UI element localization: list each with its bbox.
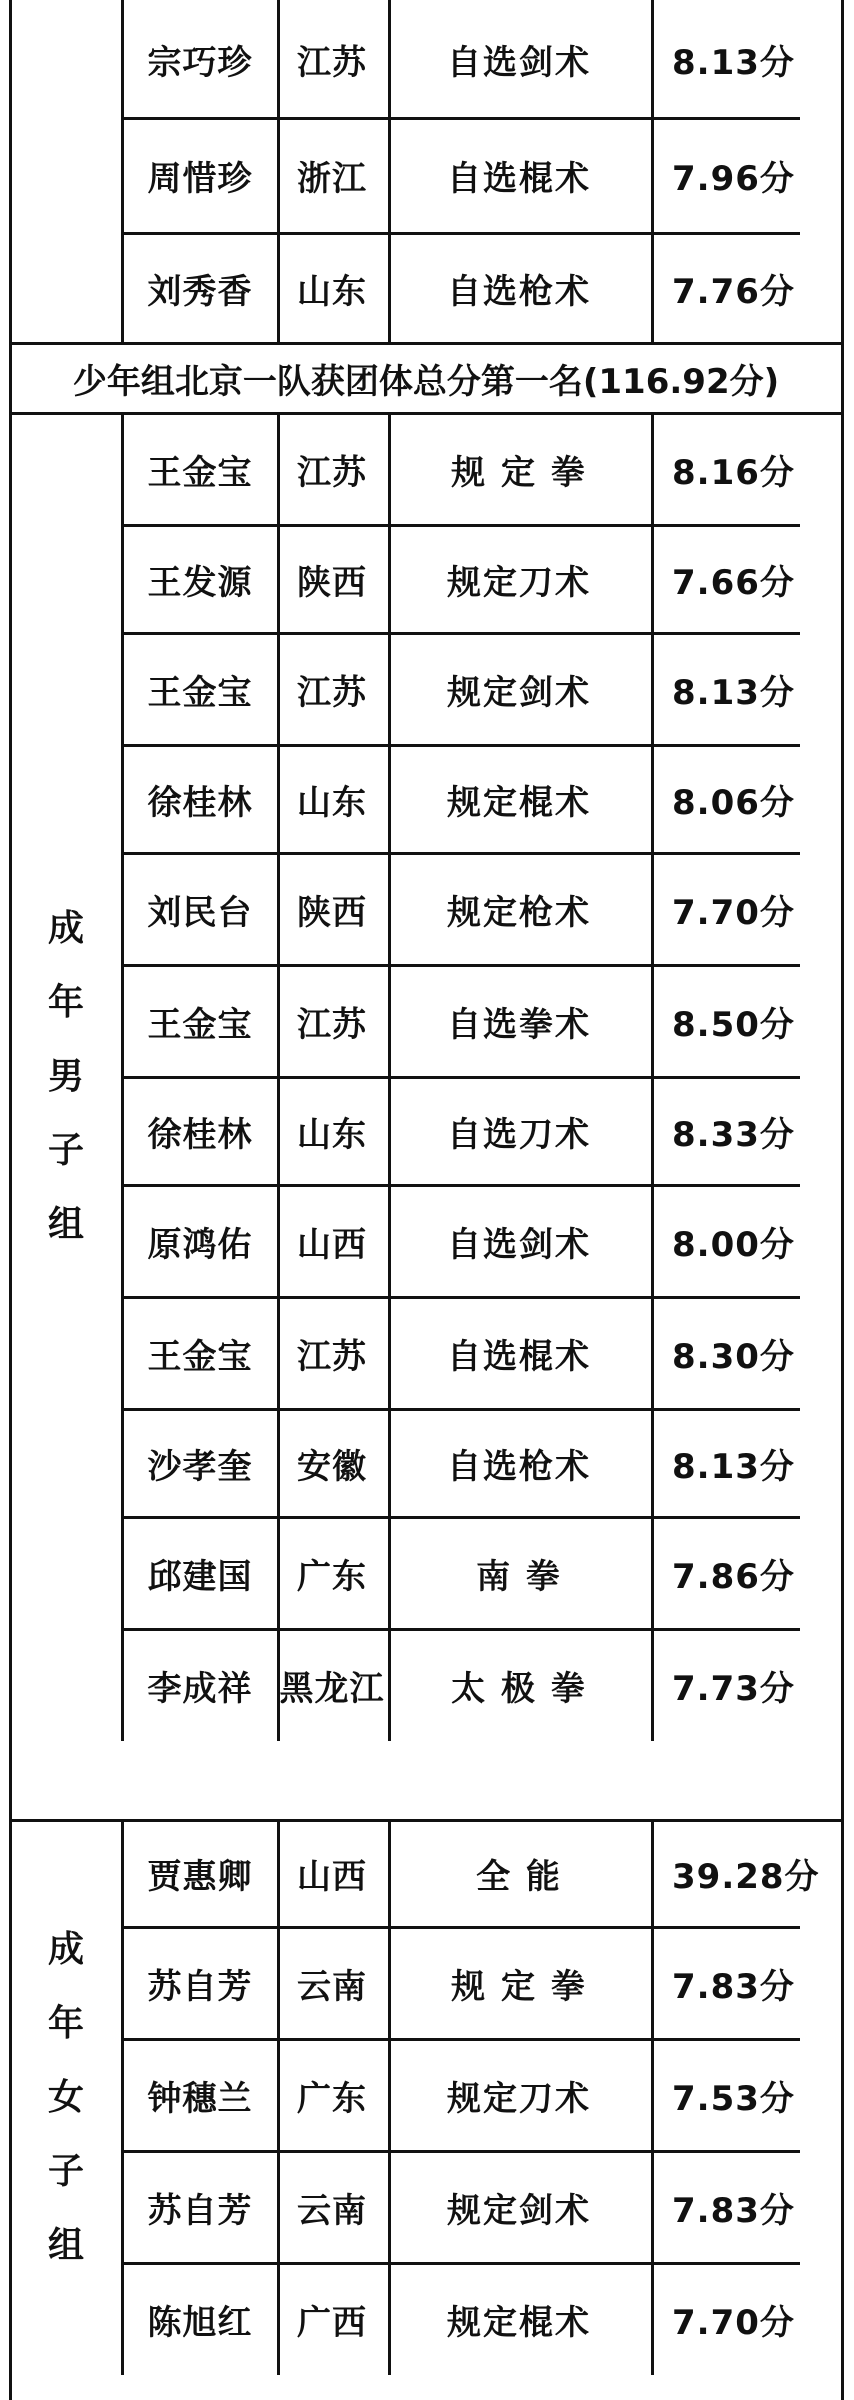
row-divider — [122, 1628, 800, 1631]
athlete-name: 王金宝 — [147, 1336, 253, 1377]
event-name: 自选刀术 — [447, 1114, 591, 1155]
athlete-name: 王发源 — [147, 562, 253, 603]
group-label-char: 组 — [47, 1204, 84, 1245]
event-name: 规定棍术 — [447, 782, 591, 823]
athlete-name: 周惜珍 — [147, 159, 253, 199]
province: 陕西 — [297, 562, 367, 603]
group-label — [10, 1820, 122, 2375]
province: 广西 — [297, 2302, 367, 2343]
score: 39.28分 — [672, 1857, 820, 1897]
event-name: 规定枪术 — [447, 892, 591, 933]
row-divider — [122, 2038, 800, 2041]
event-name: 自选枪术 — [447, 271, 591, 312]
athlete-name: 苏自芳 — [147, 1966, 253, 2007]
athlete-name: 陈旭红 — [147, 2302, 253, 2343]
group-label-char: 成 — [47, 908, 84, 949]
athlete-name: 王金宝 — [147, 1004, 253, 1045]
score: 8.33分 — [672, 1114, 795, 1155]
row-divider — [122, 744, 800, 747]
table-right-border — [841, 0, 844, 2400]
athlete-name: 徐桂林 — [147, 782, 253, 823]
province: 山东 — [297, 271, 367, 312]
event-name: 自选棍术 — [447, 159, 591, 199]
province: 江苏 — [297, 672, 367, 713]
score: 8.50分 — [672, 1004, 795, 1045]
column-line — [277, 413, 280, 1741]
province: 广东 — [297, 1556, 367, 1597]
athlete-name: 苏自芳 — [147, 2190, 253, 2231]
province: 黑龙江 — [279, 1668, 385, 1709]
row-divider — [122, 1516, 800, 1519]
event-name: 太 极 拳 — [451, 1668, 587, 1709]
province: 山东 — [297, 1114, 367, 1155]
athlete-name: 钟穗兰 — [147, 2078, 253, 2119]
province: 江苏 — [297, 452, 367, 493]
row-divider — [122, 852, 800, 855]
athlete-name: 宗巧珍 — [147, 42, 253, 83]
row-divider — [122, 632, 800, 635]
column-line — [277, 1820, 280, 2375]
event-name: 规定剑术 — [447, 2190, 591, 2231]
group-label-char: 年 — [47, 982, 84, 1023]
column-line — [388, 413, 391, 1741]
column-line — [277, 0, 280, 343]
event-name: 规定棍术 — [447, 2302, 591, 2343]
group-label-char: 年 — [47, 2002, 84, 2044]
group-label-char: 女 — [47, 2076, 84, 2118]
row-divider — [122, 1184, 800, 1187]
event-name: 规 定 拳 — [451, 1966, 587, 2007]
score: 7.53分 — [672, 2078, 795, 2119]
score: 7.83分 — [672, 2190, 795, 2231]
column-line — [388, 0, 391, 343]
score: 7.86分 — [672, 1556, 795, 1597]
event-name: 自选剑术 — [447, 1224, 591, 1265]
row-divider — [122, 1296, 800, 1299]
score: 8.16分 — [672, 452, 795, 493]
athlete-name: 刘民台 — [147, 892, 253, 933]
group-label-char: 组 — [47, 2224, 84, 2266]
score: 7.70分 — [672, 2302, 795, 2343]
column-line — [388, 1820, 391, 2375]
row-divider — [122, 524, 800, 527]
score: 7.73分 — [672, 1668, 795, 1709]
event-name: 规定刀术 — [447, 2078, 591, 2119]
athlete-name: 贾惠卿 — [147, 1857, 253, 1897]
athlete-name: 王金宝 — [147, 452, 253, 493]
event-name: 自选剑术 — [447, 42, 591, 83]
province: 江苏 — [297, 42, 367, 83]
province: 云南 — [297, 1966, 367, 2007]
event-name: 规定刀术 — [447, 562, 591, 603]
athlete-name: 王金宝 — [147, 672, 253, 713]
score: 7.70分 — [672, 892, 795, 933]
province: 安徽 — [297, 1446, 367, 1487]
team-champion-banner: 少年组北京一队获团体总分第一名(116.92分) — [72, 361, 780, 402]
row-divider — [122, 1926, 800, 1929]
row-divider — [122, 232, 800, 235]
event-name: 规 定 拳 — [451, 452, 587, 493]
column-line — [121, 0, 124, 343]
province: 浙江 — [297, 159, 367, 199]
section-divider — [10, 342, 842, 345]
score: 7.76分 — [672, 271, 795, 312]
athlete-name: 沙孝奎 — [147, 1446, 253, 1487]
group-label-char: 男 — [47, 1056, 84, 1097]
athlete-name: 李成祥 — [147, 1668, 253, 1709]
group-label-char: 成 — [47, 1928, 84, 1970]
event-name: 全 能 — [476, 1857, 562, 1897]
column-line — [651, 1820, 654, 2375]
column-line — [651, 413, 654, 1741]
athlete-name: 徐桂林 — [147, 1114, 253, 1155]
row-divider — [122, 1408, 800, 1411]
row-divider — [122, 2150, 800, 2153]
athlete-name: 邱建国 — [147, 1556, 253, 1597]
province: 江苏 — [297, 1336, 367, 1377]
event-name: 规定剑术 — [447, 672, 591, 713]
score: 8.13分 — [672, 1446, 795, 1487]
score: 8.13分 — [672, 42, 795, 83]
province: 山西 — [297, 1224, 367, 1265]
column-line — [651, 0, 654, 343]
event-name: 自选拳术 — [447, 1004, 591, 1045]
province: 陕西 — [297, 892, 367, 933]
score: 8.00分 — [672, 1224, 795, 1265]
row-divider — [122, 117, 800, 120]
score: 7.66分 — [672, 562, 795, 603]
score: 7.96分 — [672, 159, 795, 199]
athlete-name: 刘秀香 — [147, 271, 253, 312]
group-label-char: 子 — [47, 2150, 84, 2192]
group-label — [10, 413, 122, 1741]
score: 8.13分 — [672, 672, 795, 713]
province: 山西 — [297, 1857, 367, 1897]
row-divider — [122, 1076, 800, 1079]
athlete-name: 原鸿佑 — [147, 1224, 253, 1265]
score: 8.06分 — [672, 782, 795, 823]
section-divider — [10, 1819, 842, 1822]
group-label-char: 子 — [47, 1130, 84, 1171]
row-divider — [122, 2262, 800, 2265]
score: 7.83分 — [672, 1966, 795, 2007]
event-name: 自选枪术 — [447, 1446, 591, 1487]
event-name: 南 拳 — [476, 1556, 562, 1597]
row-divider — [122, 964, 800, 967]
event-name: 自选棍术 — [447, 1336, 591, 1377]
province: 广东 — [297, 2078, 367, 2119]
province: 江苏 — [297, 1004, 367, 1045]
province: 山东 — [297, 782, 367, 823]
province: 云南 — [297, 2190, 367, 2231]
score: 8.30分 — [672, 1336, 795, 1377]
